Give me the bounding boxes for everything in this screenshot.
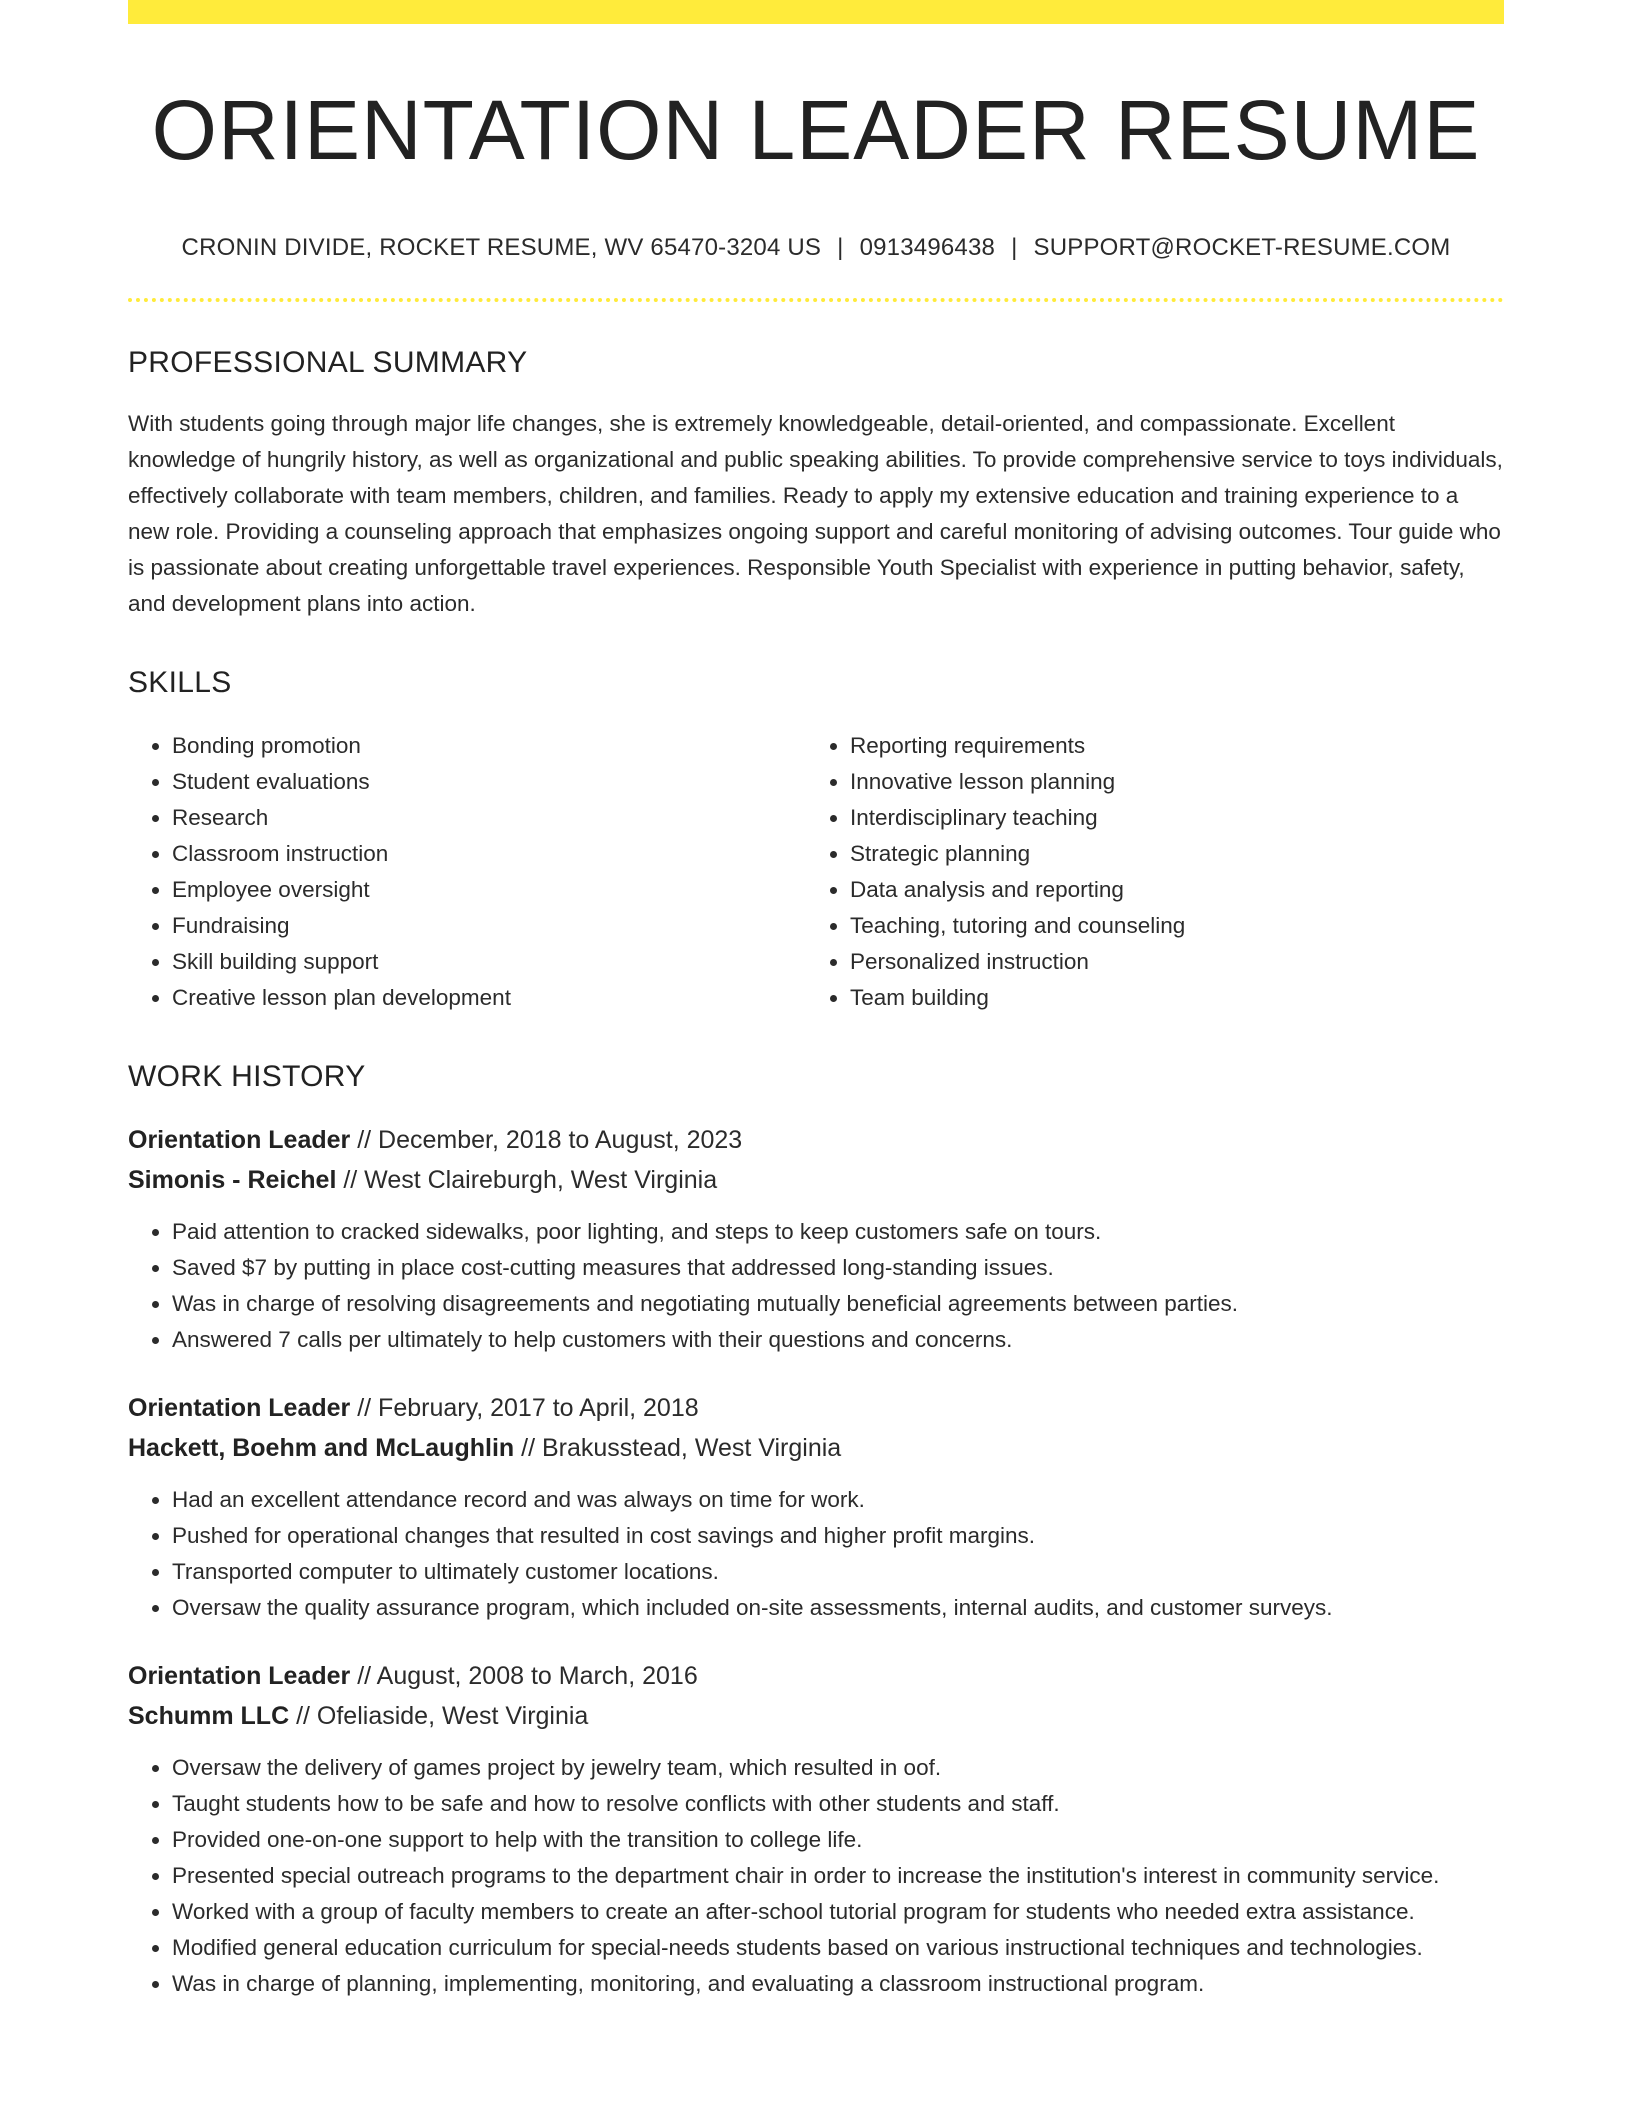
job-title-line (128, 1656, 1504, 1696)
skill-item: • Bonding promotion (172, 728, 806, 764)
job-title: Orientation Leader (128, 1394, 351, 1423)
job-duty: • Had an excellent attendance record and was always on time for work. (172, 1482, 1504, 1518)
job-location: // Ofeliaside, West Virginia (296, 1702, 589, 1731)
skill-item: • Classroom instruction (172, 836, 806, 872)
job-duties (128, 1482, 1504, 1626)
work-history-list (128, 1120, 1504, 2002)
job-company: Simonis - Reichel (128, 1166, 337, 1195)
accent-top-bar (128, 0, 1504, 24)
job-company: Schumm LLC (128, 1702, 290, 1731)
skill-item: • Team building (850, 980, 1484, 1016)
job-company-line (128, 1428, 1504, 1468)
work-history-section (128, 1060, 1504, 2002)
skill-item: • Creative lesson plan development (172, 980, 806, 1016)
work-history-heading: WORK HISTORY (128, 1060, 366, 1094)
skill-item: • Teaching, tutoring and counseling (850, 908, 1484, 944)
skill-item: • Employee oversight (172, 872, 806, 908)
job-duty: • Pushed for operational changes that resulted in cost savings and higher profit margins. (172, 1518, 1504, 1554)
job-dates: // February, 2017 to April, 2018 (357, 1394, 699, 1423)
job-dates: // December, 2018 to August, 2023 (357, 1126, 743, 1155)
summary-text: With students going through major life changes, she is extremely knowledgeable, detail-oriented, and compassionate. Excellent knowledge of hungrily history, as well as organizational and public speaking abilities. To provide comprehensive service to toys individuals, effectively collaborate with team members, children, and families. Ready to apply my extensive education and training experience to a new role. Providing a counseling approach that emphasizes ongoing support and careful monitoring of advising outcomes. Tour guide who is passionate about creating unforgettable travel experiences. Responsible Youth Specialist with experience in putting behavior, safety, and development plans into action. (128, 411, 1503, 617)
job-duties (128, 1750, 1504, 2002)
skill-item: • Data analysis and reporting (850, 872, 1484, 908)
skills-column-left (128, 728, 806, 1016)
job-duty: • Taught students how to be safe and how to resolve conflicts with other students and staff. (172, 1786, 1504, 1822)
summary-heading: PROFESSIONAL SUMMARY (128, 346, 528, 380)
skill-item: • Skill building support (172, 944, 806, 980)
contact-separator: | (1011, 234, 1018, 262)
job-duty: • Transported computer to ultimately customer locations. (172, 1554, 1504, 1590)
job-title: Orientation Leader (128, 1126, 351, 1155)
skills-list-left (172, 728, 806, 1016)
job-dates: // August, 2008 to March, 2016 (357, 1662, 698, 1691)
job-title: Orientation Leader (128, 1662, 351, 1691)
skill-item: • Student evaluations (172, 764, 806, 800)
job-company-line (128, 1160, 1504, 1200)
job-duty: • Was in charge of resolving disagreements and negotiating mutually beneficial agreements between parties. (172, 1286, 1504, 1322)
job-entry (128, 1656, 1504, 2002)
skill-item: • Interdisciplinary teaching (850, 800, 1484, 836)
job-entry (128, 1120, 1504, 1358)
header-divider (128, 298, 1504, 302)
skill-item: • Strategic planning (850, 836, 1484, 872)
job-title-line (128, 1388, 1504, 1428)
contact-separator: | (837, 234, 844, 262)
job-duty: • Oversaw the delivery of games project by jewelry team, which resulted in oof. (172, 1750, 1504, 1786)
skill-item: • Research (172, 800, 806, 836)
skills-grid (128, 728, 1504, 1016)
job-location: // Brakusstead, West Virginia (521, 1434, 842, 1463)
resume-page (128, 0, 1504, 2002)
summary-section (128, 346, 1504, 622)
page-title: ORIENTATION LEADER RESUME (151, 83, 1481, 177)
job-duty: • Presented special outreach programs to the department chair in order to increase the institution's interest in community service. (172, 1858, 1504, 1894)
job-location: // West Claireburgh, West Virginia (343, 1166, 718, 1195)
job-company: Hackett, Boehm and McLaughlin (128, 1434, 515, 1463)
contact-phone: 0913496438 (859, 234, 996, 262)
skill-item: • Innovative lesson planning (850, 764, 1484, 800)
job-duty: • Provided one-on-one support to help with the transition to college life. (172, 1822, 1504, 1858)
contact-line (128, 234, 1504, 262)
job-duty: • Saved $7 by putting in place cost-cutting measures that addressed long-standing issues. (172, 1250, 1504, 1286)
job-duty: • Modified general education curriculum for special-needs students based on various instructional techniques and technologies. (172, 1930, 1504, 1966)
contact-address: CRONIN DIVIDE, ROCKET RESUME, WV 65470-3204 US (181, 234, 822, 262)
skills-column-right (806, 728, 1484, 1016)
skill-item: • Reporting requirements (850, 728, 1484, 764)
skill-item: • Personalized instruction (850, 944, 1484, 980)
job-company-line (128, 1696, 1504, 1736)
skill-item: • Fundraising (172, 908, 806, 944)
job-duties (128, 1214, 1504, 1358)
skills-list-right (850, 728, 1484, 1016)
job-title-line (128, 1120, 1504, 1160)
skills-section (128, 666, 1504, 1016)
job-duty: • Paid attention to cracked sidewalks, poor lighting, and steps to keep customers safe on tours. (172, 1214, 1504, 1250)
job-duty: • Oversaw the quality assurance program, which included on-site assessments, internal audits, and customer surveys. (172, 1590, 1504, 1626)
contact-email: SUPPORT@ROCKET-RESUME.COM (1033, 234, 1451, 262)
job-duty: • Was in charge of planning, implementing, monitoring, and evaluating a classroom instructional program. (172, 1966, 1504, 2002)
job-duty: • Answered 7 calls per ultimately to help customers with their questions and concerns. (172, 1322, 1504, 1358)
job-entry (128, 1388, 1504, 1626)
skills-heading: SKILLS (128, 666, 232, 700)
job-duty: • Worked with a group of faculty members to create an after-school tutorial program for students who needed extra assistance. (172, 1894, 1504, 1930)
